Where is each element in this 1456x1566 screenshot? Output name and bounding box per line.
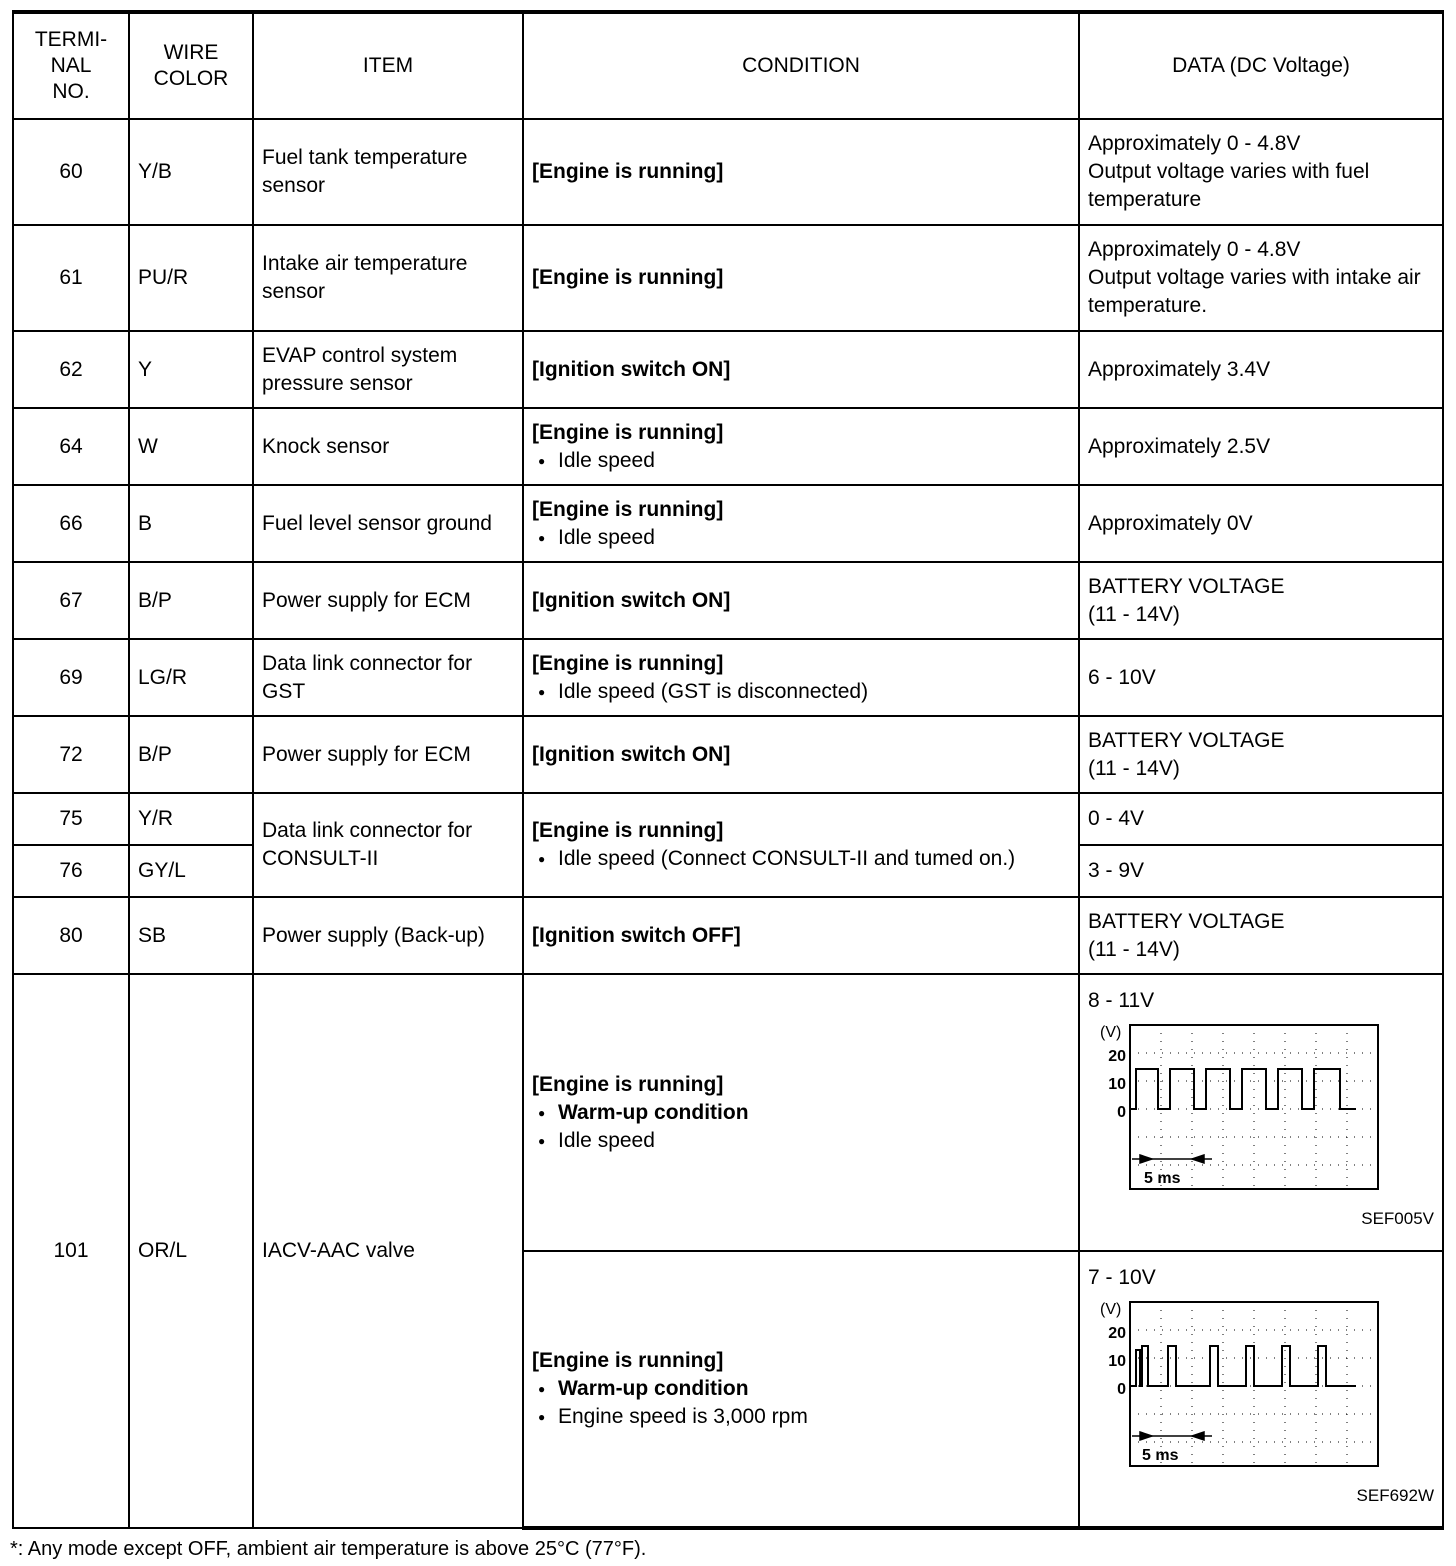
waveform-signal — [1130, 1346, 1356, 1386]
oscilloscope-figure — [1096, 1296, 1434, 1480]
wire-color: Y/R — [129, 793, 253, 845]
data-value: 0 - 4V — [1079, 793, 1443, 845]
item-name: Power supply for ECM — [253, 562, 523, 639]
terminal-no: 69 — [13, 639, 129, 716]
table-row — [13, 639, 1443, 716]
condition: [Engine is running] ● Idle speed — [523, 408, 1079, 485]
wire-color: GY/L — [129, 845, 253, 897]
header-terminal: TERMI- NAL NO. — [13, 12, 129, 119]
terminal-no: 61 — [13, 225, 129, 331]
condition-bullet: ● Warm-up condition — [532, 1099, 1070, 1127]
wire-color: B — [129, 485, 253, 562]
table-row — [13, 716, 1443, 793]
table-row — [13, 897, 1443, 974]
condition-bullet: ● Engine speed is 3,000 rpm — [532, 1403, 1070, 1431]
y-tick-20: 20 — [1108, 1048, 1126, 1065]
table-row — [13, 408, 1443, 485]
table-row — [13, 562, 1443, 639]
condition: [Engine is running] ● Idle speed (GST is disconnected) — [523, 639, 1079, 716]
wire-color: B/P — [129, 562, 253, 639]
terminal-no: 75 — [13, 793, 129, 845]
terminal-no: 72 — [13, 716, 129, 793]
wire-color: Y/B — [129, 119, 253, 225]
time-scale-label: 5 ms — [1142, 1447, 1179, 1464]
terminal-no: 76 — [13, 845, 129, 897]
table-row — [13, 119, 1443, 225]
data-value: 3 - 9V — [1079, 845, 1443, 897]
condition-bullet: ● Idle speed (Connect CONSULT-II and tumed on.) — [532, 845, 1070, 873]
y-tick-10: 10 — [1108, 1353, 1126, 1370]
time-scale — [1132, 1155, 1212, 1163]
item-name: IACV-AAC valve — [253, 974, 523, 1528]
y-tick-10: 10 — [1108, 1076, 1126, 1093]
header-data: DATA (DC Voltage) — [1079, 12, 1443, 119]
y-tick-0: 0 — [1117, 1381, 1126, 1398]
item-name: Power supply (Back-up) — [253, 897, 523, 974]
y-unit-label: (V) — [1100, 1024, 1122, 1041]
terminal-no: 66 — [13, 485, 129, 562]
y-tick-labels — [1108, 1325, 1126, 1398]
wire-color: W — [129, 408, 253, 485]
header-condition: CONDITION — [523, 12, 1079, 119]
item-name: Knock sensor — [253, 408, 523, 485]
terminal-no: 64 — [13, 408, 129, 485]
condition: [Engine is running] — [523, 225, 1079, 331]
terminal-no: 67 — [13, 562, 129, 639]
terminal-no: 101 — [13, 974, 129, 1528]
data-value: Approximately 0 - 4.8V Output voltage varies with intake air temperature. — [1079, 225, 1443, 331]
time-scale-label: 5 ms — [1144, 1170, 1181, 1187]
item-name: Power supply for ECM — [253, 716, 523, 793]
wire-color: OR/L — [129, 974, 253, 1528]
condition: [Ignition switch ON] — [523, 331, 1079, 408]
table-row — [13, 485, 1443, 562]
condition: [Engine is running] ● Warm-up condition ● Idle speed — [523, 974, 1079, 1251]
wire-color: SB — [129, 897, 253, 974]
header-wire-color: WIRE COLOR — [129, 12, 253, 119]
table-row — [13, 793, 1443, 845]
condition: [Ignition switch ON] — [523, 716, 1079, 793]
condition: [Engine is running] — [523, 119, 1079, 225]
condition: [Engine is running] ● Warm-up condition ● Engine speed is 3,000 rpm — [523, 1251, 1079, 1528]
footnote: *: Any mode except OFF, ambient air temperature is above 25°C (77°F). — [10, 1538, 647, 1560]
header-item: ITEM — [253, 12, 523, 119]
item-name: EVAP control system pressure sensor — [253, 331, 523, 408]
waveform-signal — [1130, 1069, 1356, 1109]
figure-code: SEF692W — [1356, 1486, 1434, 1505]
item-name: Fuel tank temperature sensor — [253, 119, 523, 225]
header-row — [13, 12, 1443, 119]
oscilloscope-figure — [1096, 1019, 1434, 1203]
condition: [Ignition switch OFF] — [523, 897, 1079, 974]
data-value: 6 - 10V — [1079, 639, 1443, 716]
condition: [Engine is running] ● Idle speed — [523, 485, 1079, 562]
terminal-no: 60 — [13, 119, 129, 225]
data-value: 8 - 11V (V) 20 10 0 5 ms SEF005V — [1079, 974, 1443, 1251]
condition-bullet: ● Idle speed — [532, 1127, 1070, 1155]
item-name: Data link connector for GST — [253, 639, 523, 716]
condition: [Ignition switch ON] — [523, 562, 1079, 639]
item-name: Intake air temperature sensor — [253, 225, 523, 331]
oscilloscope-chart — [1096, 1296, 1386, 1472]
data-value: BATTERY VOLTAGE (11 - 14V) — [1079, 897, 1443, 974]
wire-color: LG/R — [129, 639, 253, 716]
terminal-no: 80 — [13, 897, 129, 974]
figure-code: SEF005V — [1361, 1209, 1434, 1228]
data-value: Approximately 0 - 4.8V Output voltage varies with fuel temperature — [1079, 119, 1443, 225]
table-row — [13, 331, 1443, 408]
data-value: BATTERY VOLTAGE (11 - 14V) — [1079, 716, 1443, 793]
data-value: Approximately 2.5V — [1079, 408, 1443, 485]
data-value: 7 - 10V (V) 20 10 0 5 ms SEF692W — [1079, 1251, 1443, 1528]
wire-color: PU/R — [129, 225, 253, 331]
ecm-terminal-table — [12, 10, 1444, 1530]
condition-bullet: ● Warm-up condition — [532, 1375, 1070, 1403]
y-tick-0: 0 — [1117, 1104, 1126, 1121]
item-name: Data link connector for CONSULT-II — [253, 793, 523, 897]
wire-color: B/P — [129, 716, 253, 793]
y-tick-20: 20 — [1108, 1325, 1126, 1342]
condition-bullet: ● Idle speed (GST is disconnected) — [532, 678, 1070, 706]
item-name: Fuel level sensor ground — [253, 485, 523, 562]
time-scale — [1132, 1432, 1212, 1440]
y-unit-label: (V) — [1100, 1301, 1122, 1318]
data-value: BATTERY VOLTAGE (11 - 14V) — [1079, 562, 1443, 639]
y-tick-labels — [1108, 1048, 1126, 1121]
oscilloscope-chart — [1096, 1019, 1386, 1195]
terminal-no: 62 — [13, 331, 129, 408]
condition-bullet: ● Idle speed — [532, 524, 1070, 552]
table-row — [13, 225, 1443, 331]
data-value: Approximately 0V — [1079, 485, 1443, 562]
condition-bullet: ● Idle speed — [532, 447, 1070, 475]
wire-color: Y — [129, 331, 253, 408]
table-row — [13, 974, 1443, 1251]
data-value: Approximately 3.4V — [1079, 331, 1443, 408]
condition: [Engine is running] ● Idle speed (Connect CONSULT-II and tumed on.) — [523, 793, 1079, 897]
